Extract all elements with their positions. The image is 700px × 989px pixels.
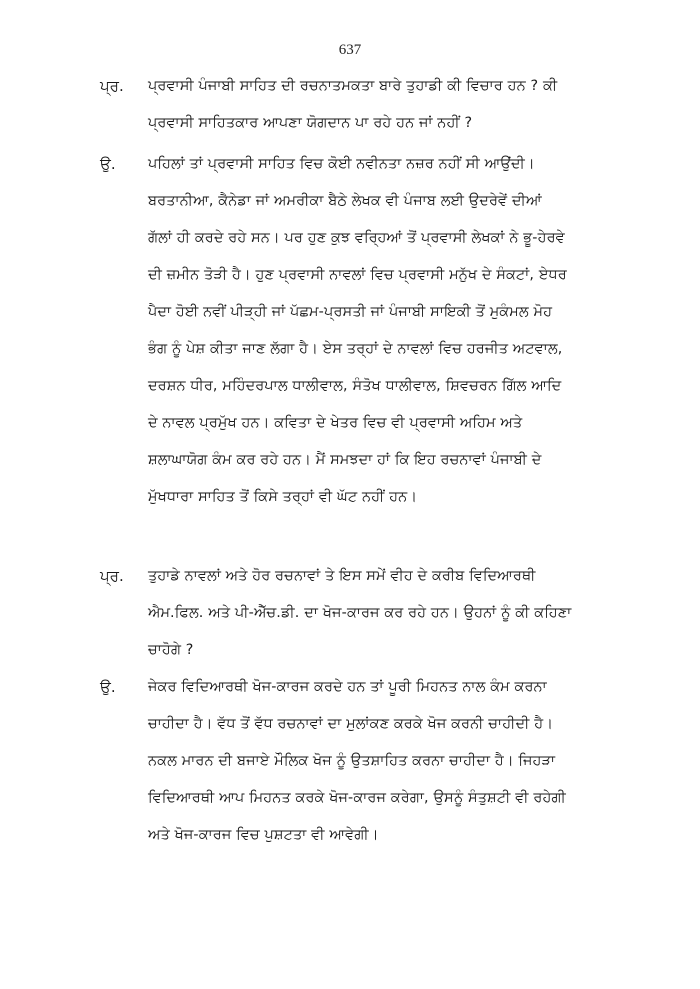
text-line: ਤੁਹਾਡੇ ਨਾਵਲਾਂ ਅਤੇ ਹੋਰ ਰਚਨਾਵਾਂ ਤੇ ਇਸ ਸਮੇਂ ਵੀਹ ਦੇ ਕਰੀਬ ਵਿਦਿਆਰਥੀ [148, 568, 536, 584]
text-line: ਪ੍ਰਵਾਸੀ ਪੰਜਾਬੀ ਸਾਹਿਤ ਦੀ ਰਚਨਾਤਮਕਤਾ ਬਾਰੇ ਤੁਹਾਡੀ ਕੀ ਵਿਚਾਰ ਹਨ ? ਕੀ [148, 78, 558, 94]
question-text [148, 561, 620, 672]
question-block [100, 71, 620, 145]
text-line: ਵਿਦਿਆਰਥੀ ਆਪ ਮਿਹਨਤ ਕਰਕੇ ਖੋਜ-ਕਾਰਜ ਕਰੇਗਾ, ਉਸਨੂੰ ਸੰਤੁਸ਼ਟੀ ਵੀ ਰਹੇਗੀ [148, 790, 566, 806]
text-line: ਦਰਸ਼ਨ ਧੀਰ, ਮਹਿੰਦਰਪਾਲ ਧਾਲੀਵਾਲ, ਸੰਤੋਖ ਧਾਲੀਵਾਲ, ਸ਼ਿਵਚਰਨ ਗਿੱਲ ਆਦਿ [148, 378, 562, 394]
question-label: ਪ੍ਰ. [100, 77, 124, 95]
answer-block [100, 149, 620, 519]
question-label: ਪ੍ਰ. [100, 567, 124, 585]
page-number: 637 [338, 42, 362, 58]
text-line: ਪ੍ਰਵਾਸੀ ਸਾਹਿਤਕਾਰ ਆਪਣਾ ਯੋਗਦਾਨ ਪਾ ਰਹੇ ਹਨ ਜਾਂ ਨਹੀਂ ? [148, 115, 473, 131]
text-line: ਚਾਹੋਗੇ ? [148, 642, 194, 658]
text-line: ਸ਼ਲਾਘਾਯੋਗ ਕੰਮ ਕਰ ਰਹੇ ਹਨ। ਮੈਂ ਸਮਝਦਾ ਹਾਂ ਕਿ ਇਹ ਰਚਨਾਵਾਂ ਪੰਜਾਬੀ ਦੇ [148, 452, 542, 468]
text-line: ਚਾਹੀਦਾ ਹੈ। ਵੱਧ ਤੋਂ ਵੱਧ ਰਚਨਾਵਾਂ ਦਾ ਮੁਲਾਂਕਣ ਕਰਕੇ ਖੋਜ ਕਰਨੀ ਚਾਹੀਦੀ ਹੈ। [148, 716, 554, 732]
answer-label: ਉ. [100, 155, 116, 173]
text-line: ਦੇ ਨਾਵਲ ਪ੍ਰਮੁੱਖ ਹਨ। ਕਵਿਤਾ ਦੇ ਖੇਤਰ ਵਿਚ ਵੀ ਪ੍ਰਵਾਸੀ ਅਹਿਮ ਅਤੇ [148, 415, 523, 431]
answer-text [148, 149, 620, 519]
answer-text [148, 672, 620, 857]
text-line: ਮੁੱਖਧਾਰਾ ਸਾਹਿਤ ਤੋਂ ਕਿਸੇ ਤਰ੍ਹਾਂ ਵੀ ਘੱਟ ਨਹੀਂ ਹਨ। [148, 489, 418, 505]
text-line: ਗੱਲਾਂ ਹੀ ਕਰਦੇ ਰਹੇ ਸਨ। ਪਰ ਹੁਣ ਕੁਝ ਵਰ੍ਹਿਆਂ ਤੋਂ ਪ੍ਰਵਾਸੀ ਲੇਖਕਾਂ ਨੇ ਭੂ-ਹੇਰਵੇ [148, 230, 565, 246]
text-line: ਅਤੇ ਖੋਜ-ਕਾਰਜ ਵਿਚ ਪੁਸ਼ਟਤਾ ਵੀ ਆਵੇਗੀ। [148, 827, 379, 843]
text-line: ਐਮ.ਫਿਲ. ਅਤੇ ਪੀ-ਐੱਚ.ਡੀ. ਦਾ ਖੋਜ-ਕਾਰਜ ਕਰ ਰਹੇ ਹਨ। ਉਹਨਾਂ ਨੂੰ ਕੀ ਕਹਿਣਾ [148, 605, 572, 621]
answer-label: ਉ. [100, 678, 116, 696]
text-line: ਜੇਕਰ ਵਿਦਿਆਰਥੀ ਖੋਜ-ਕਾਰਜ ਕਰਦੇ ਹਨ ਤਾਂ ਪੂਰੀ ਮਿਹਨਤ ਨਾਲ ਕੰਮ ਕਰਨਾ [148, 679, 547, 695]
text-line: ਭੰਗ ਨੂੰ ਪੇਸ਼ ਕੀਤਾ ਜਾਣ ਲੱਗਾ ਹੈ। ਏਸ ਤਰ੍ਹਾਂ ਦੇ ਨਾਵਲਾਂ ਵਿਚ ਹਰਜੀਤ ਅਟਵਾਲ, [148, 341, 563, 357]
text-line: ਨਕਲ ਮਾਰਨ ਦੀ ਬਜਾਏ ਮੌਲਿਕ ਖੋਜ ਨੂੰ ਉਤਸ਼ਾਹਿਤ ਕਰਨਾ ਚਾਹੀਦਾ ਹੈ। ਜਿਹੜਾ [148, 753, 556, 769]
text-line: ਬਰਤਾਨੀਆ, ਕੈਨੇਡਾ ਜਾਂ ਅਮਰੀਕਾ ਬੈਠੇ ਲੇਖਕ ਵੀ ਪੰਜਾਬ ਲਈ ਉਦਰੇਵੇਂ ਦੀਆਂ [148, 193, 542, 209]
text-line: ਪਹਿਲਾਂ ਤਾਂ ਪ੍ਰਵਾਸੀ ਸਾਹਿਤ ਵਿਚ ਕੋਈ ਨਵੀਨਤਾ ਨਜ਼ਰ ਨਹੀਂ ਸੀ ਆਉਂਦੀ। [148, 156, 535, 172]
text-line: ਪੈਦਾ ਹੋਈ ਨਵੀਂ ਪੀੜ੍ਹੀ ਜਾਂ ਪੱਛਮ-ਪ੍ਰਸਤੀ ਜਾਂ ਪੰਜਾਬੀ ਸਾਇਕੀ ਤੋਂ ਮੁਕੰਮਲ ਮੋਹ [148, 304, 553, 320]
question-block [100, 561, 620, 672]
answer-block [100, 672, 620, 857]
question-text [148, 71, 620, 145]
text-line: ਦੀ ਜ਼ਮੀਨ ਤੋੜੀ ਹੈ। ਹੁਣ ਪ੍ਰਵਾਸੀ ਨਾਵਲਾਂ ਵਿਚ ਪ੍ਰਵਾਸੀ ਮਨੁੱਖ ਦੇ ਸੰਕਟਾਂ, ਏਧਰ [148, 267, 567, 283]
